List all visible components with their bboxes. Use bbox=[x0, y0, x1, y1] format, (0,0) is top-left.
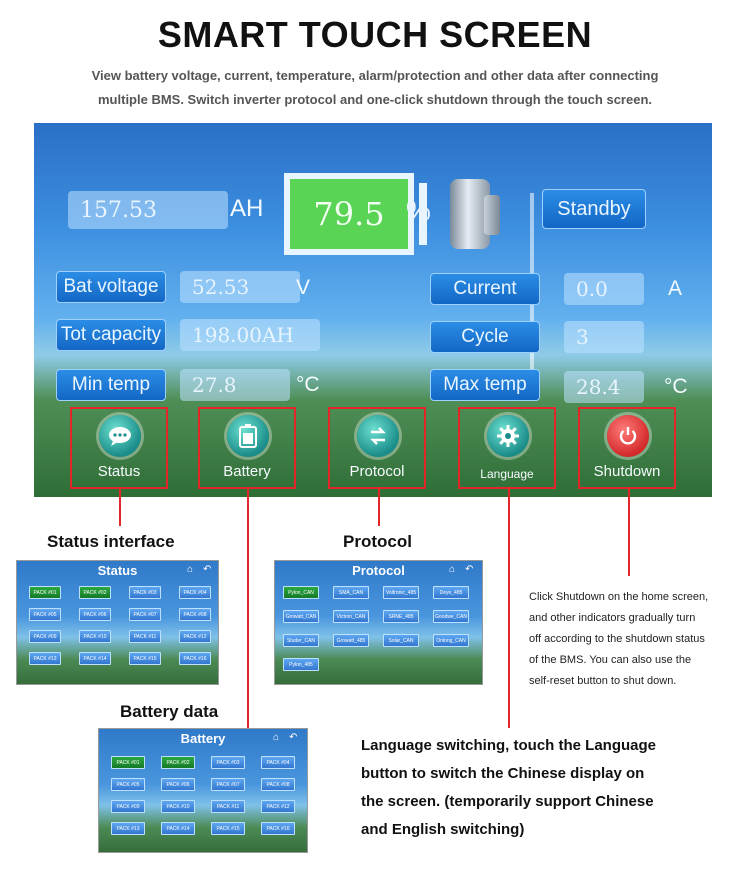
pack-button[interactable]: Goodwe_CAN bbox=[433, 610, 469, 623]
page-subtitle bbox=[40, 64, 710, 112]
language-note-line: Language switching, touch the Language bbox=[361, 737, 657, 754]
battery-thumb-title: Battery bbox=[180, 731, 226, 746]
pack-button[interactable]: Growatt_485 bbox=[333, 634, 369, 647]
pack-button[interactable]: SRNE_485 bbox=[383, 610, 419, 623]
max-temp-unit: °C bbox=[664, 375, 688, 398]
status-thumb-title: Status bbox=[97, 563, 138, 578]
status-nav-button[interactable] bbox=[70, 407, 168, 489]
language-note-line: the screen. (temporarily support Chinese bbox=[361, 793, 654, 810]
bat-voltage-value: 52.53 bbox=[180, 271, 300, 303]
shutdown-note bbox=[529, 587, 739, 692]
current-value: 0.0 bbox=[564, 273, 644, 305]
standby-status-button[interactable]: Standby bbox=[542, 189, 646, 229]
min-temp-value: 27.8 bbox=[180, 369, 290, 401]
shutdown-note-line: off according to the shutdown status bbox=[529, 633, 705, 645]
current-unit: A bbox=[668, 277, 683, 300]
battery-icon bbox=[227, 415, 269, 457]
language-note bbox=[361, 732, 721, 844]
pack-button[interactable]: PACK #11 bbox=[211, 800, 245, 813]
soc-battery-display: 79.5 bbox=[284, 173, 414, 255]
pack-button[interactable]: Pylon_CAN bbox=[283, 586, 319, 599]
max-temp-value: 28.4 bbox=[564, 371, 644, 403]
power-icon bbox=[607, 415, 649, 457]
home-icon[interactable]: ⌂ bbox=[449, 564, 456, 575]
protocol-icon bbox=[357, 415, 399, 457]
shutdown-note-line: Click Shutdown on the home screen, bbox=[529, 591, 709, 603]
language-note-line: button to switch the Chinese display on bbox=[361, 765, 645, 782]
pack-button[interactable]: Onlong_CAN bbox=[433, 634, 469, 647]
pack-button[interactable]: PACK #01 bbox=[111, 756, 145, 769]
pack-button[interactable]: SMA_CAN bbox=[333, 586, 369, 599]
home-icon[interactable]: ⌂ bbox=[187, 564, 194, 575]
pack-button[interactable]: Growatt_CAN bbox=[283, 610, 319, 623]
protocol-nav-label: Protocol bbox=[349, 463, 405, 480]
shutdown-nav-button[interactable] bbox=[578, 407, 676, 489]
subtitle-line-2: multiple BMS. Switch inverter protocol and one-click shutdown through the touch screen. bbox=[98, 92, 652, 107]
back-icon[interactable]: ↶ bbox=[465, 564, 474, 575]
pack-button[interactable]: PACK #02 bbox=[79, 586, 111, 599]
battery-data-caption: Battery data bbox=[120, 702, 219, 721]
pack-button[interactable]: Deye_485 bbox=[433, 586, 469, 599]
protocol-caption: Protocol bbox=[343, 532, 412, 551]
home-screen bbox=[34, 123, 712, 497]
protocol-nav-button[interactable] bbox=[328, 407, 426, 489]
shutdown-nav-label: Shutdown bbox=[593, 463, 661, 480]
page-title: SMART TOUCH SCREEN bbox=[157, 14, 593, 55]
gear-icon bbox=[487, 415, 529, 457]
bat-voltage-label: Bat voltage bbox=[56, 271, 166, 303]
pack-button[interactable]: Voltronic_485 bbox=[383, 586, 419, 599]
status-connector-line bbox=[119, 488, 121, 526]
pack-button[interactable]: PACK #13 bbox=[111, 822, 145, 835]
pack-button[interactable]: PACK #08 bbox=[179, 608, 211, 621]
pack-button[interactable]: Studer_CAN bbox=[283, 634, 319, 647]
pack-button[interactable]: PACK #09 bbox=[29, 630, 61, 643]
back-icon[interactable]: ↶ bbox=[203, 564, 212, 575]
pack-button[interactable]: PACK #12 bbox=[261, 800, 295, 813]
pack-button[interactable]: PACK #05 bbox=[111, 778, 145, 791]
shutdown-connector-line bbox=[628, 488, 630, 576]
pack-button[interactable]: PACK #16 bbox=[261, 822, 295, 835]
cycle-label: Cycle bbox=[430, 321, 540, 353]
current-label: Current bbox=[430, 273, 540, 305]
status-screen-thumbnail bbox=[16, 560, 219, 685]
cycle-value: 3 bbox=[564, 321, 644, 353]
pack-button[interactable]: Pylon_485 bbox=[283, 658, 319, 671]
pack-button[interactable]: Solar_CAN bbox=[383, 634, 419, 647]
pack-button[interactable]: Victron_CAN bbox=[333, 610, 369, 623]
pack-button[interactable]: PACK #15 bbox=[129, 652, 161, 665]
pack-button[interactable]: PACK #07 bbox=[211, 778, 245, 791]
pack-button[interactable]: PACK #15 bbox=[211, 822, 245, 835]
home-icon[interactable]: ⌂ bbox=[273, 732, 280, 743]
status-interface-caption: Status interface bbox=[47, 532, 175, 551]
min-temp-unit: °C bbox=[296, 373, 320, 396]
capacity-unit: AH bbox=[230, 195, 264, 222]
pack-button[interactable]: PACK #08 bbox=[261, 778, 295, 791]
shutdown-note-line: and other indicators gradually turn bbox=[529, 612, 696, 624]
pack-button[interactable]: PACK #06 bbox=[161, 778, 195, 791]
min-temp-label: Min temp bbox=[56, 369, 166, 401]
language-note-line: and English switching) bbox=[361, 821, 525, 838]
protocol-screen-thumbnail bbox=[274, 560, 483, 685]
pack-button[interactable]: PACK #05 bbox=[29, 608, 61, 621]
pack-button[interactable]: PACK #04 bbox=[179, 586, 211, 599]
pack-button[interactable]: PACK #09 bbox=[111, 800, 145, 813]
shutdown-note-line: of the BMS. You can also use the bbox=[529, 654, 692, 666]
pack-button[interactable]: PACK #16 bbox=[179, 652, 211, 665]
pack-button[interactable]: PACK #11 bbox=[129, 630, 161, 643]
pack-button[interactable]: PACK #04 bbox=[261, 756, 295, 769]
pack-button[interactable]: PACK #14 bbox=[79, 652, 111, 665]
tot-capacity-label: Tot capacity bbox=[56, 319, 166, 351]
capacity-display: 157.53 bbox=[68, 191, 228, 229]
protocol-thumb-title: Protocol bbox=[352, 563, 405, 578]
pack-button[interactable]: PACK #06 bbox=[79, 608, 111, 621]
pack-button[interactable]: PACK #02 bbox=[161, 756, 195, 769]
pack-button[interactable]: PACK #14 bbox=[161, 822, 195, 835]
chat-bubble-icon bbox=[99, 415, 141, 457]
pack-button[interactable]: PACK #13 bbox=[29, 652, 61, 665]
pack-button[interactable]: PACK #07 bbox=[129, 608, 161, 621]
status-nav-label: Status bbox=[97, 463, 141, 480]
language-connector-line bbox=[508, 488, 510, 728]
language-nav-button[interactable] bbox=[458, 407, 556, 489]
battery-nav-label: Battery bbox=[223, 463, 271, 480]
pack-button[interactable]: PACK #10 bbox=[161, 800, 195, 813]
pack-button[interactable]: PACK #12 bbox=[179, 630, 211, 643]
protocol-connector-line bbox=[378, 488, 380, 526]
pack-button[interactable]: PACK #03 bbox=[129, 586, 161, 599]
pack-button[interactable]: PACK #01 bbox=[29, 586, 61, 599]
tot-capacity-value: 198.00AH bbox=[180, 319, 320, 351]
subtitle-line-1: View battery voltage, current, temperature, alarm/protection and other data after connecting bbox=[91, 68, 659, 83]
breaker-knob-shaft-icon bbox=[484, 195, 500, 235]
pack-button[interactable]: PACK #03 bbox=[211, 756, 245, 769]
pack-button[interactable]: PACK #10 bbox=[79, 630, 111, 643]
battery-screen-thumbnail bbox=[98, 728, 308, 853]
shutdown-note-line: self-reset button to shut down. bbox=[529, 675, 677, 687]
back-icon[interactable]: ↶ bbox=[289, 732, 298, 743]
soc-unit: % bbox=[406, 195, 431, 226]
max-temp-label: Max temp bbox=[430, 369, 540, 401]
battery-nav-button[interactable] bbox=[198, 407, 296, 489]
language-nav-label: Language bbox=[480, 467, 534, 481]
battery-connector-line bbox=[247, 488, 249, 728]
bat-voltage-unit: V bbox=[296, 276, 311, 299]
